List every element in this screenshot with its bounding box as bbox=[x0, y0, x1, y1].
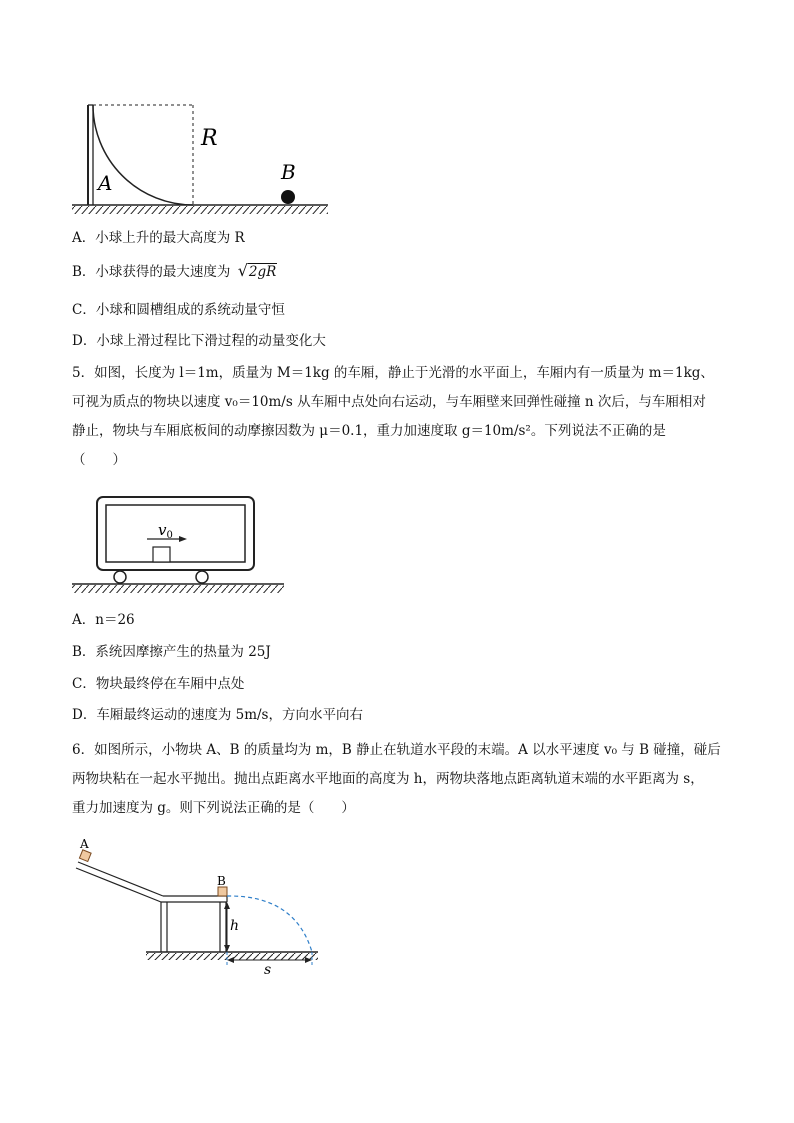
q5-option-a: A．n＝26 bbox=[72, 612, 135, 628]
q6-stem-line-1: 6．如图所示，小物块 A、B 的质量均为 m，B 静止在轨道水平段的末端。A 以水平速度 v₀ 与 B 碰撞，碰后 bbox=[72, 742, 721, 758]
trajectory-arc bbox=[227, 896, 312, 952]
figure-q6-track bbox=[70, 835, 330, 975]
label-a: A bbox=[80, 837, 89, 851]
block-a bbox=[79, 850, 91, 862]
q4-option-b bbox=[72, 262, 277, 281]
figure-q5-carriage bbox=[65, 492, 290, 597]
q4-option-a: A．小球上升的最大高度为 R bbox=[72, 230, 245, 246]
q4-option-b-text: B．小球获得的最大速度为 bbox=[72, 264, 231, 280]
wheel-right bbox=[196, 571, 208, 583]
label-v0: $v_0$ bbox=[158, 521, 173, 541]
q5-stem-line-4: （ ） bbox=[72, 452, 126, 468]
carriage-inner bbox=[106, 505, 245, 562]
q5-option-c: C．物块最终停在车厢中点处 bbox=[72, 676, 245, 692]
q5-stem bbox=[72, 359, 724, 475]
block-b bbox=[218, 887, 227, 896]
sqrt-expression bbox=[238, 262, 278, 281]
label-b: B bbox=[217, 874, 226, 888]
q6-stem bbox=[72, 736, 724, 823]
label-h: h bbox=[230, 918, 240, 934]
block-m bbox=[153, 547, 170, 562]
label-r: R bbox=[201, 126, 218, 151]
sqrt-radicand: 2gR bbox=[248, 264, 277, 280]
wheel-left bbox=[114, 571, 126, 583]
ground-hatching bbox=[72, 585, 284, 593]
q6-stem-line-2: 两物块粘在一起水平抛出。抛出点距离水平地面的高度为 h，两物块落地点距离轨道末端的水平距离为 s， bbox=[72, 771, 704, 787]
q6-stem-line-3: 重力加速度为 g。则下列说法正确的是（ ） bbox=[72, 800, 355, 816]
ground-hatching bbox=[72, 206, 328, 214]
q4-option-d: D．小球上滑过程比下滑过程的动量变化大 bbox=[72, 333, 326, 349]
sqrt-sign: √ bbox=[237, 261, 248, 280]
carriage-outer bbox=[97, 497, 254, 570]
q5-option-b: B．系统因摩擦产生的热量为 25J bbox=[72, 644, 271, 660]
label-b: B bbox=[281, 160, 296, 184]
q4-option-c: C．小球和圆槽组成的系统动量守恒 bbox=[72, 302, 285, 318]
incline-track bbox=[78, 862, 163, 896]
label-a: A bbox=[98, 171, 113, 195]
ball-b bbox=[281, 190, 295, 204]
q5-option-d: D．车厢最终运动的速度为 5m/s，方向水平向右 bbox=[72, 707, 363, 723]
q5-stem-line-2: 可视为质点的物块以速度 v₀＝10m/s 从车厢中点处向右运动，与车厢壁来回弹性碰撞 n 次后，与车厢相对 bbox=[72, 394, 706, 410]
figure-q4-groove bbox=[60, 95, 340, 220]
q5-stem-line-1: 5．如图，长度为 l＝1m，质量为 M＝1kg 的车厢，静止于光滑的水平面上，车厢内有一质量为 m＝1kg、 bbox=[72, 365, 714, 381]
label-s: s bbox=[264, 962, 272, 975]
q5-stem-line-3: 静止，物块与车厢底板间的动摩擦因数为 μ＝0.1，重力加速度取 g＝10m/s²。下列说法不正确的是 bbox=[72, 423, 666, 439]
